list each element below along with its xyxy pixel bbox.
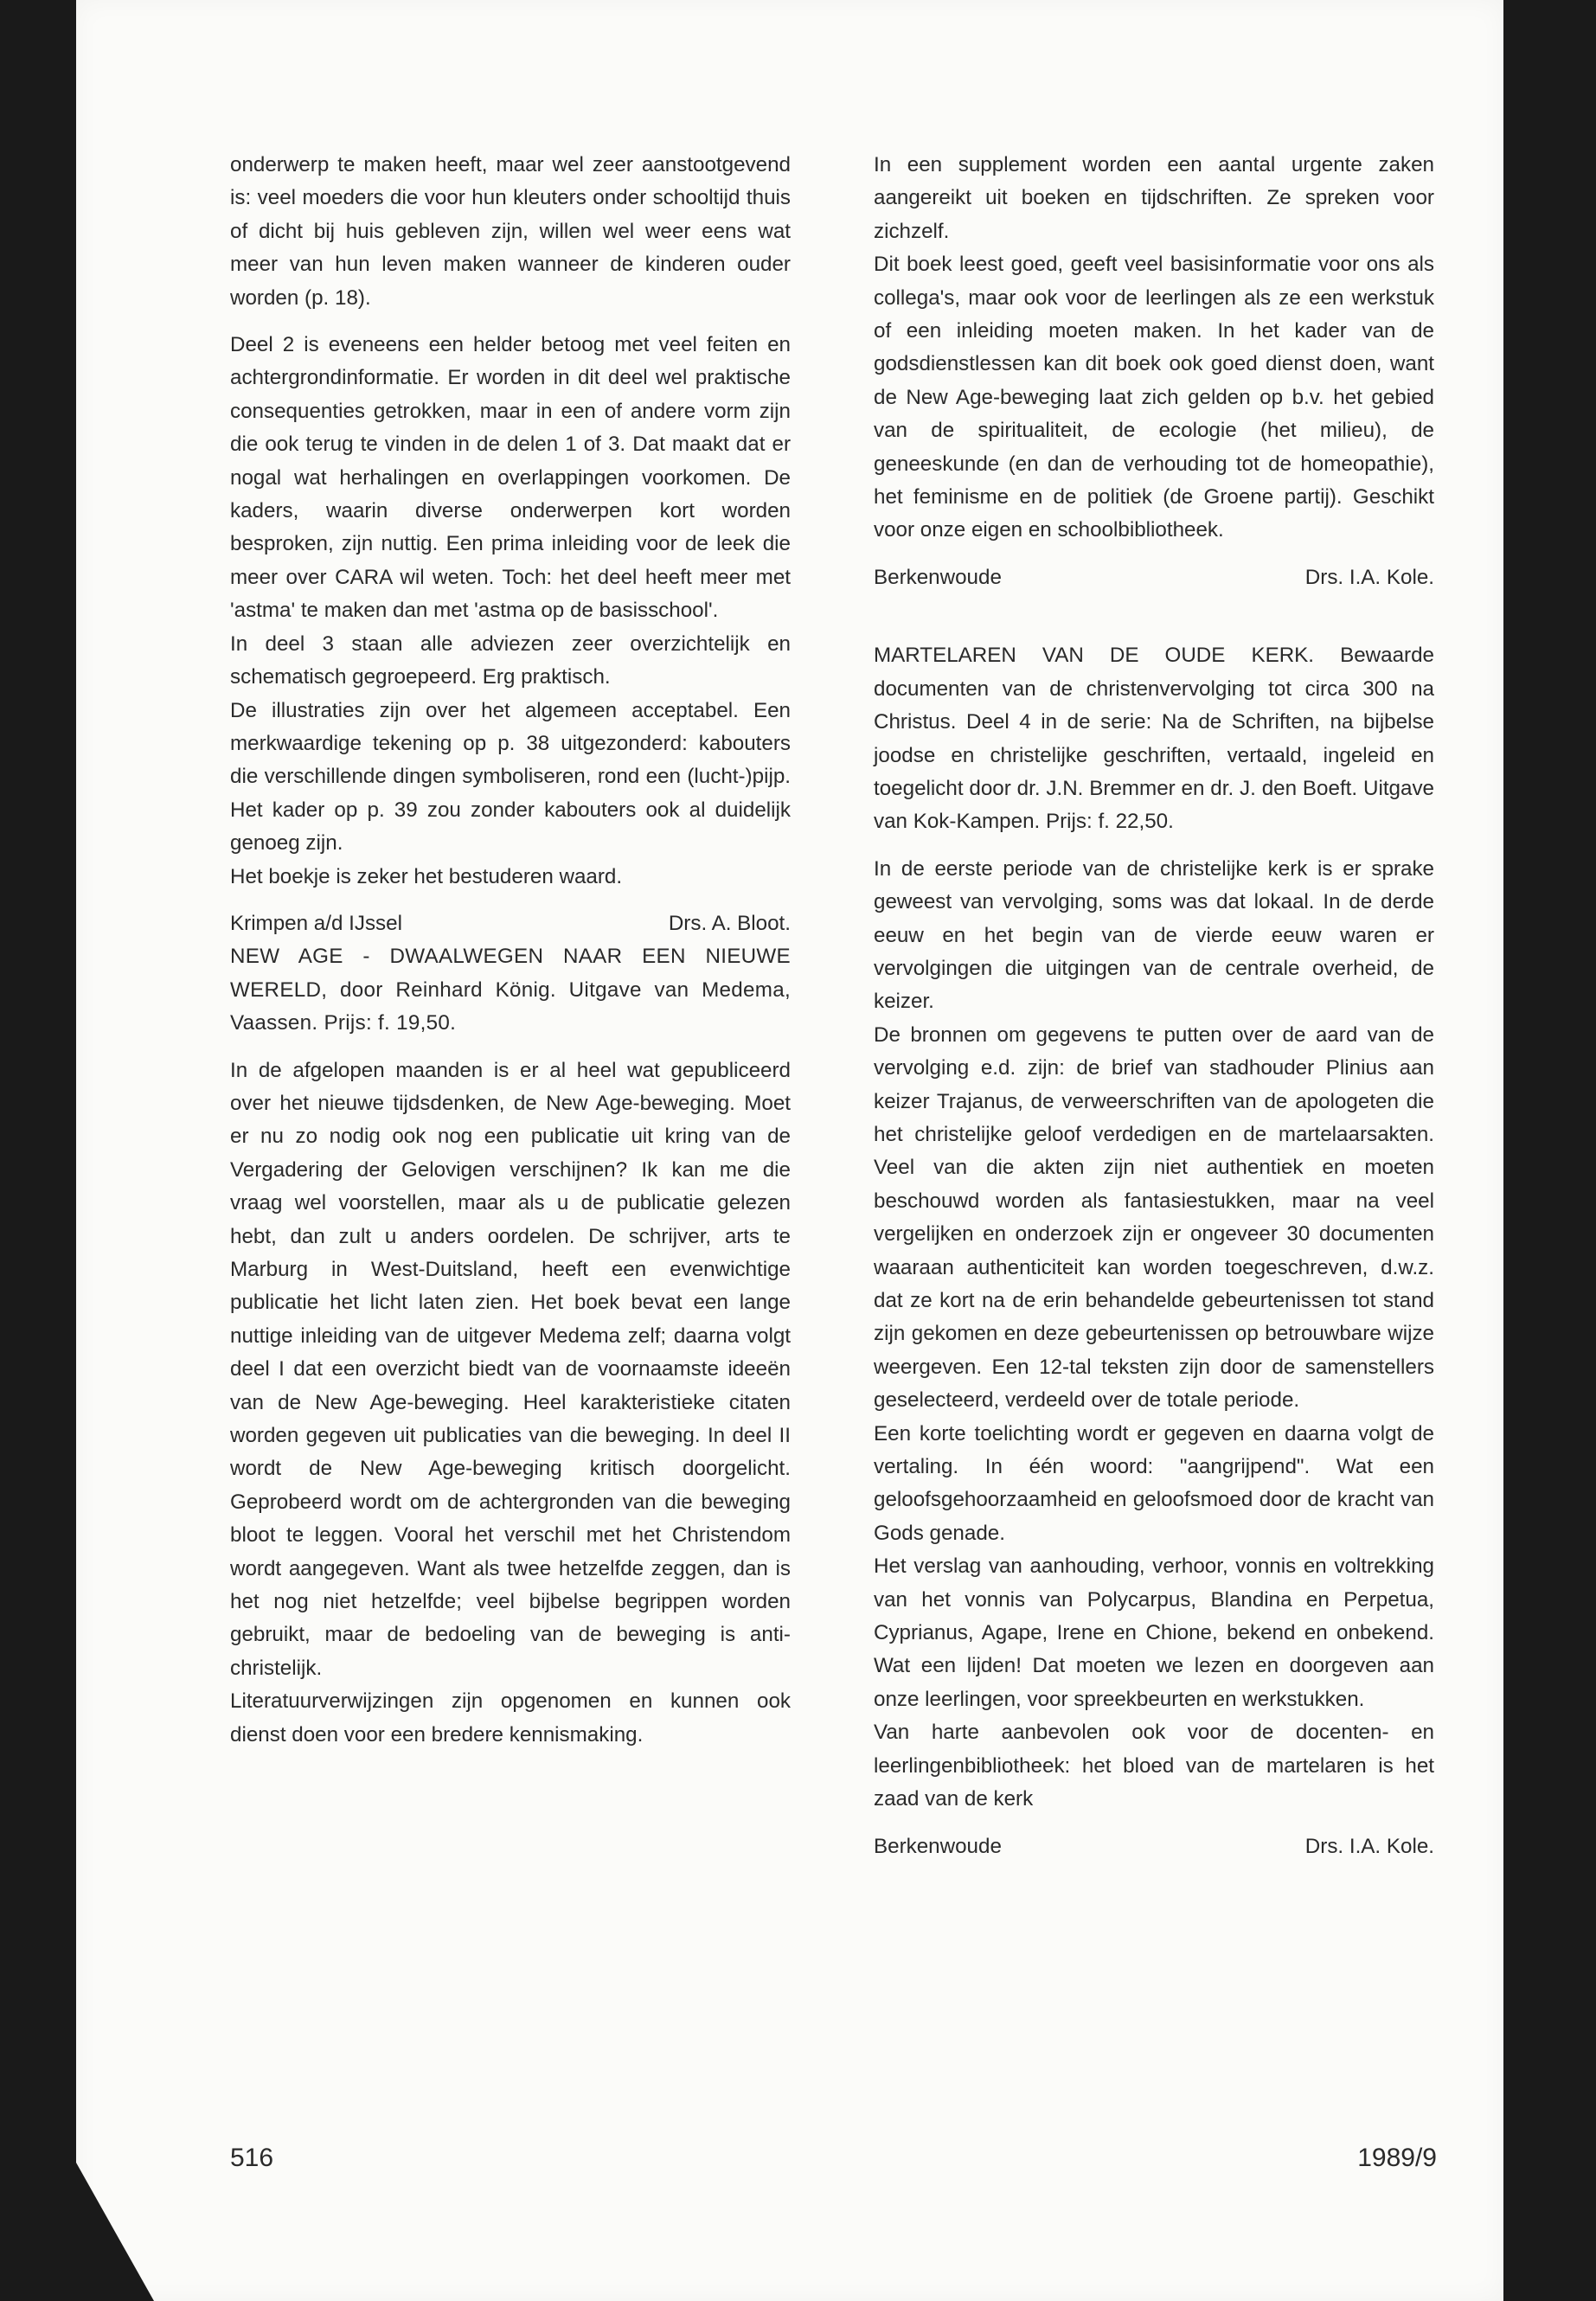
left-paragraph-5: Het boekje is zeker het bestuderen waard. [230,864,623,888]
page-number: 516 [230,2144,274,2172]
right-column [874,149,1434,1863]
signature-place: Berkenwoude [874,565,1002,589]
right-paragraph-1: In een supplement worden een aantal urgente zaken aangereikt uit boeken en tijdschriften. Ze spreken voor zichzelf. [874,153,1434,243]
review-signature [874,561,1434,594]
signature-place: Krimpen a/d IJssel [230,911,402,935]
martelaren-paragraph-5: Van harte aanbevolen ook voor de docenten- en leerlingenbibliotheek: het bloed van de martelaren is het zaad van de kerk [874,1721,1434,1811]
scan-background-edge [1503,0,1596,2301]
review-heading-martelaren: MARTELAREN VAN DE OUDE KERK. Bewaarde documenten van de christenvervolging tot circa 300 na Christus. Deel 4 in de serie: Na de Schriften, na bijbelse joodse en christelijke geschriften, vertaald, ingeleid en toegelicht door dr. J.N. Bremmer en dr. J. den Boeft. Uitgave van Kok-Kampen. Prijs: f. 22,50. [874,644,1434,834]
new-age-paragraph-2: Literatuurverwijzingen zijn opgenomen en kunnen ook dienst doen voor een bredere kennismaking. [230,1689,791,1747]
review-signature [230,907,791,940]
left-column [230,149,791,1752]
right-paragraph-2: Dit boek leest goed, geeft veel basisinformatie voor ons als collega's, maar ook voor de leerlingen als ze een werkstuk of een inleiding moeten maken. In het kader van de godsdienstlessen kan dit boek ook goed dienst doen, want de New Age-beweging laat zich gelden op b.v. het gebied van de spiritualiteit, de ecologie (het milieu), de geneeskunde (en dan de verhouding tot de homeopathie), het feminisme en de politiek (de Groene partij). Geschikt voor onze eigen en schoolbibliotheek. [874,253,1434,542]
signature-name: Drs. A. Bloot. [668,911,791,935]
left-paragraph-4: De illustraties zijn over het algemeen acceptabel. Een merkwaardige tekening op p. 38 uitgezonderd: kabouters die verschillende dingen symboliseren, rond een (lucht-)pijp. Het kader op p. 39 zou zonder kabouters ook al duidelijk genoeg zijn. [230,698,791,856]
new-age-paragraph-1: In de afgelopen maanden is er al heel wat gepubliceerd over het nieuwe tijdsdenken, de New Age-beweging. Moet er nu zo nodig ook nog een publicatie uit kring van de Vergadering der Gelovigen verschijnen? Ik kan me die vraag wel voorstellen, maar als u de publicatie gelezen hebt, dan zult u anders oordelen. De schrijver, arts te Marburg in West-Duitsland, heeft een evenwichtige publicatie het licht laten zien. Het boek bevat een lange nuttige inleiding van de uitgever Medema zelf; daarna volgt deel I dat een overzicht biedt van de voornaamste ideeën van de New Age-beweging. Heel karakteristieke citaten worden gegeven uit publicaties van die beweging. In deel II wordt de New Age-beweging kritisch doorgelicht. Geprobeerd wordt om de achtergronden van die beweging bloot te leggen. Vooral het verschil met het Christendom wordt aangegeven. Want als twee hetzelfde zeggen, dan is het nog niet hetzelfde; veel bijbelse begrippen worden gebruikt, maar de bedoeling van de beweging is anti-christelijk. [230,1058,791,1680]
folded-corner [76,2163,154,2301]
review-signature [874,1830,1434,1863]
signature-place: Berkenwoude [874,1834,1002,1858]
signature-name: Drs. I.A. Kole. [1304,1834,1434,1858]
martelaren-paragraph-1: In de eerste periode van de christelijke kerk is er sprake geweest van vervolging, soms was dat lokaal. In de derde eeuw en het begin van de vierde eeuw waren er vervolgingen die uitgingen van de centrale overheid, de keizer. [874,856,1434,1014]
martelaren-paragraph-4: Het verslag van aanhouding, verhoor, vonnis en voltrekking van het vonnis van Polycarpus, Blandina en Perpetua, Cyprianus, Agape, Irene en Chione, bekend en onbekend. Wat een lijden! Dat moeten we lezen en doorgeven aan onze leerlingen, voor spreekbeurten en werkstukken. [874,1554,1434,1711]
left-paragraph-3: In deel 3 staan alle adviezen zeer overzichtelijk en schematisch gegroepeerd. Erg praktisch. [230,631,791,689]
martelaren-paragraph-2: De bronnen om gegevens te putten over de aard van de vervolging e.d. zijn: de brief van stadhouder Plinius aan keizer Trajanus, de verweerschriften van de apologeten die het christelijke geloof verdedigen en de martelaarsakten. Veel van die akten zijn niet authentiek en moeten beschouwd worden als fantasiestukken, maar na veel vergelijken en onderzoek zijn er ongeveer 30 documenten waaraan authenticiteit kan worden toegeschreven, d.w.z. dat ze kort na de erin behandelde gebeurtenissen tot stand zijn gekomen en deze gebeurtenissen op betrouwbare wijze weergeven. Een 12-tal teksten zijn door de samenstellers geselecteerd, verdeeld over de totale periode. [874,1022,1434,1413]
left-paragraph-2: Deel 2 is eveneens een helder betoog met veel feiten en achtergrondinformatie. Er worden in dit deel wel praktische consequenties getrokken, maar in een of andere vorm zijn die ook terug te vinden in de delen 1 of 3. Dat maakt dat er nogal wat herhalingen en overlappingen voorkomen. De kaders, waarin diverse onderwerpen kort worden besproken, zijn nuttig. Een prima inleiding voor de leek die meer over CARA wil weten. Toch: het deel heeft meer met 'astma' te maken dan met 'astma op de basisschool'. [230,333,791,623]
martelaren-paragraph-3: Een korte toelichting wordt er gegeven en daarna volgt de vertaling. In één woord: "aangrijpend". Wat een geloofsgehoorzaamheid en geloofsmoed door de kracht van Gods genade. [874,1421,1434,1545]
issue-number: 1989/9 [1357,2144,1437,2172]
signature-name: Drs. I.A. Kole. [1304,565,1434,589]
review-heading-new-age: NEW AGE - DWAALWEGEN NAAR EEN NIEUWE WERELD, door Reinhard König. Uitgave van Medema, Vaassen. Prijs: f. 19,50. [230,945,791,1035]
left-paragraph-1: onderwerp te maken heeft, maar wel zeer aanstootgevend is: veel moeders die voor hun kleuters onder schooltijd thuis of dicht bij huis gebleven zijn, willen wel weer eens wat meer van hun leven maken wanneer de kinderen ouder worden (p. 18). [230,153,791,310]
